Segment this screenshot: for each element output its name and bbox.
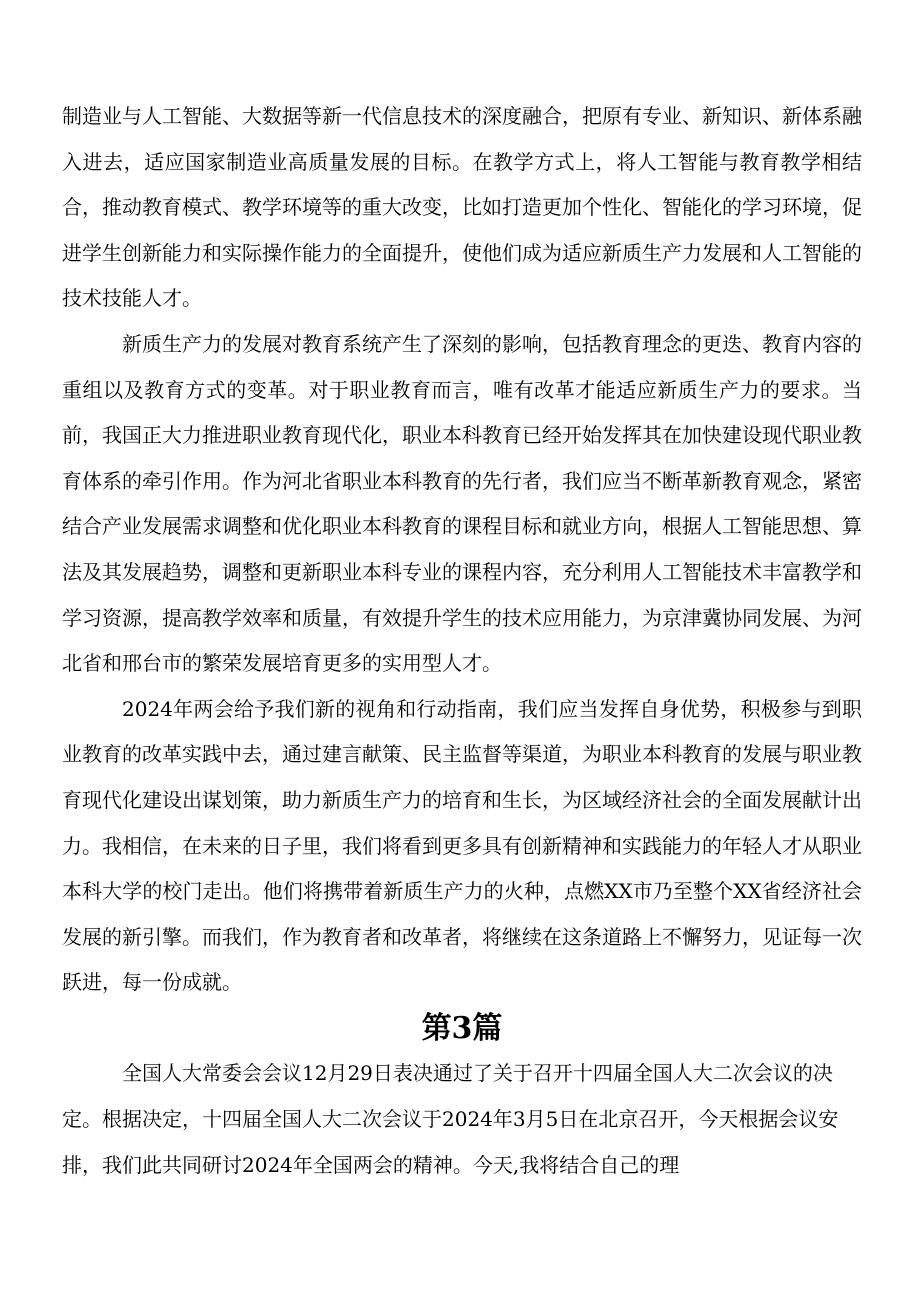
section-heading: 第3篇 [421, 1010, 503, 1046]
paragraph-section-3: 全国人大常委会会议12月29日表决通过了关于召开十四届全国人大二次会议的决定。根据决定，十四届全国人大二次会议于2024年3月5日在北京召开，今天根据会议安排，我们此共同研讨2024年全国两会的精神。今天,我将结合自己的理 [62, 1061, 839, 1177]
paragraph-continuation: 制造业与人工智能、大数据等新一代信息技术的深度融合，把原有专业、新知识、新体系融入进去，适应国家制造业高质量发展的目标。在教学方式上，将人工智能与教育教学相结合，推动教育模式、教学环境等的重大改变，比如打造更加个性化、智能化的学习环境，促进学生创新能力和实际操作能力的全面提升，使他们成为适应新质生产力发展和人工智能的技术技能人才。 [62, 104, 862, 311]
paragraph-new-productivity: 新质生产力的发展对教育系统产生了深刻的影响，包括教育理念的更迭、教育内容的重组以及教育方式的变革。对于职业教育而言，唯有改革才能适应新质生产力的要求。当前，我国正大力推进职业教育现代化，职业本科教育已经开始发挥其在加快建设现代职业教育体系的牵引作用。作为河北省职业本科教育的先行者，我们应当不断革新教育观念，紧密结合产业发展需求调整和优化职业本科教育的课程目标和就业方向，根据人工智能思想、算法及其发展趋势，调整和更新职业本科专业的课程内容，充分利用人工智能技术丰富教学和学习资源，提高教学效率和质量，有效提升学生的技术应用能力，为京津冀协同发展、为河北省和邢台市的繁荣发展培育更多的实用型人才。 [62, 331, 862, 676]
paragraph-two-sessions: 2024年两会给予我们新的视角和行动指南，我们应当发挥自身优势，积极参与到职业教育的改革实践中去，通过建言献策、民主监督等渠道，为职业本科教育的发展与职业教育现代化建设出谋划策，助力新质生产力的培育和生长，为区域经济社会的全面发展献计出力。我相信，在未来的日子里，我们将看到更多具有创新精神和实践能力的年轻人才从职业本科大学的校门走出。他们将携带着新质生产力的火种，点燃XX市乃至整个XX省经济社会发展的新引擎。而我们，作为教育者和改革者，将继续在这条道路上不懈努力，见证每一次跃进，每一份成就。 [62, 696, 862, 995]
document-body [62, 94, 862, 1188]
